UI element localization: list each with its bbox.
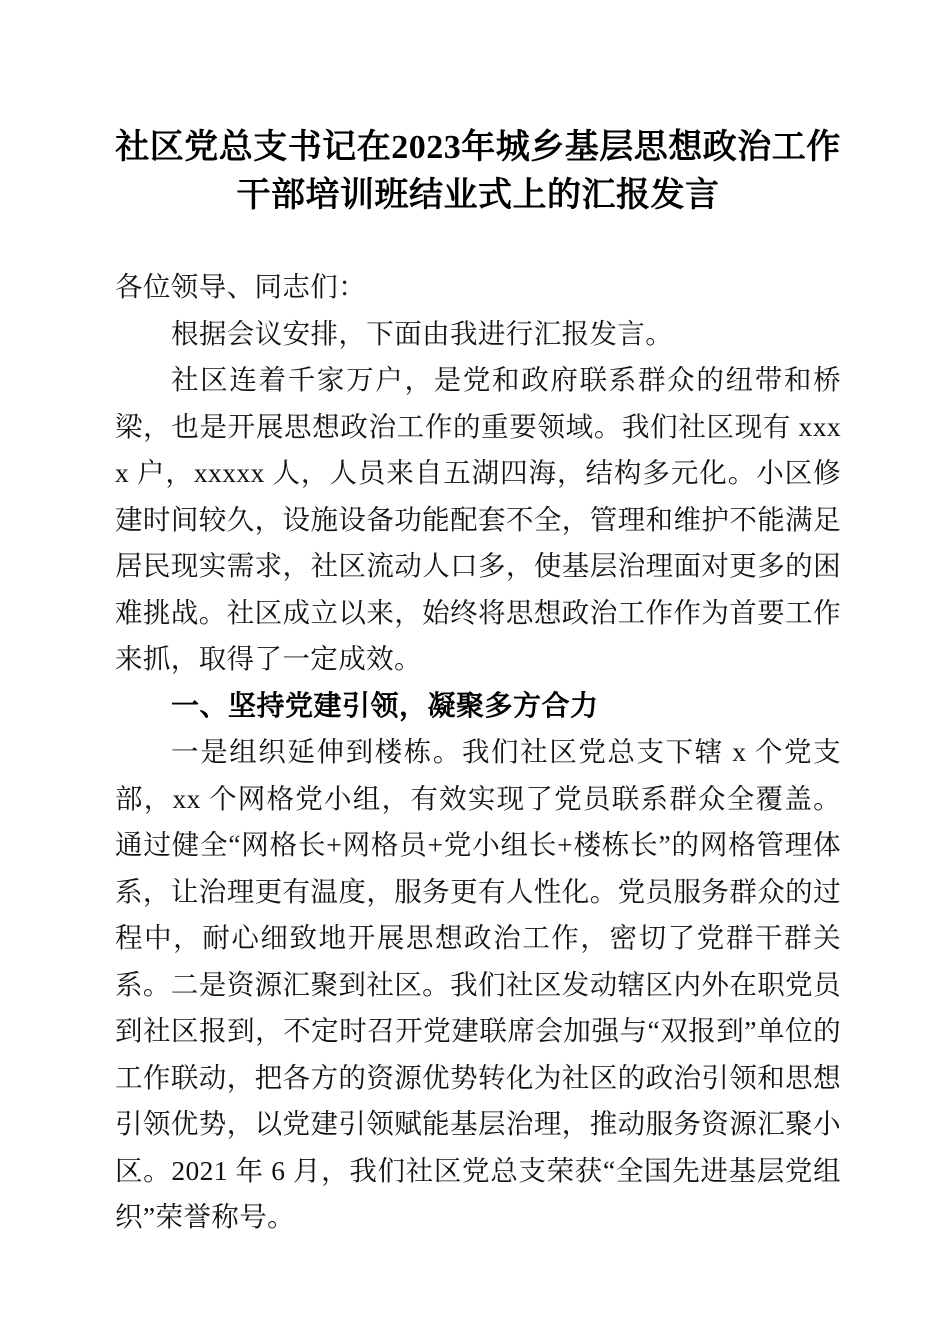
section-one-paragraph: 一是组织延伸到楼栋。我们社区党总支下辖 x 个党支部，xx 个网格党小组，有效实现了党员联系群众全覆盖。通过健全“网格长+网格员+党小组长+楼栋长”的网格管理体系，让治理更有温度，服务更有人性化。党员服务群众的过程中，耐心细致地开展思想政治工作，密切了党群干群关系。二是资源汇聚到社区。我们社区发动辖区内外在职党员到社区报到，不定时召开党建联席会加强与“双报到”单位的工作联动，把各方的资源优势转化为社区的政治引领和思想引领优势，以党建引领赋能基层治理，推动服务资源汇聚小区。2021 年 6 月，我们社区党总支荣获“全国先进基层党组织”荣誉称号。 bbox=[115, 736, 841, 1232]
document-content bbox=[115, 0, 841, 1241]
page-title: 社区党总支书记在2023年城乡基层思想政治工作干部培训班结业式上的汇报发言 bbox=[115, 129, 841, 214]
paragraph-background: 社区连着千家万户，是党和政府联系群众的纽带和桥梁，也是开展思想政治工作的重要领域。我们社区现有 xxxx 户，xxxxx 人，人员来自五湖四海，结构多元化。小区修建时间较久，设施设备功能配套不全，管理和维护不能满足居民现实需求，社区流动人口多，使基层治理面对更多的困难挑战。社区成立以来，始终将思想政治工作作为首要工作来抓，取得了一定成效。 bbox=[115, 364, 841, 674]
section-heading-one: 一、坚持党建引领，凝聚多方合力 bbox=[171, 689, 599, 721]
paragraph-intro: 根据会议安排，下面由我进行汇报发言。 bbox=[171, 317, 674, 349]
title-body-spacer bbox=[115, 220, 841, 264]
salutation: 各位领导、同志们： bbox=[115, 271, 367, 302]
